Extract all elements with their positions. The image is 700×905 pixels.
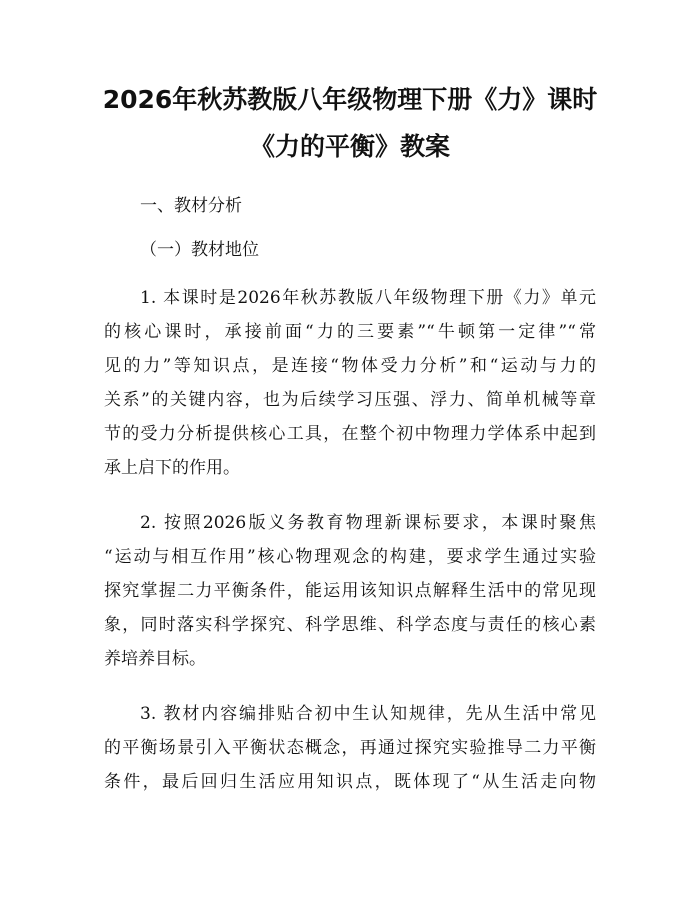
paragraph-3: [104, 697, 596, 799]
paragraph-line: 养培养目标。: [104, 649, 206, 669]
paragraph-line: 的核心课时，承接前面“力的三要素”“牛顿第一定律”“常: [104, 322, 596, 342]
paragraph-line: “运动与相互作用”核心物理观念的构建，要求学生通过实验: [104, 547, 596, 567]
paragraph-line: 承上启下的作用。: [104, 458, 240, 478]
paragraph-line: 象，同时落实科学探究、科学思维、科学态度与责任的核心素: [104, 615, 596, 635]
paragraph-line: 条件，最后回归生活应用知识点，既体现了“从生活走向物: [104, 772, 596, 792]
paragraph-line: 探究掌握二力平衡条件，能运用该知识点解释生活中的常见现: [104, 581, 596, 601]
document-title-line-1: 2026年秋苏教版八年级物理下册《力》课时: [102, 85, 598, 114]
paragraph-line: 1. 本课时是2026年秋苏教版八年级物理下册《力》单元: [140, 288, 596, 308]
paragraph-line: 见的力”等知识点，是连接“物体受力分析”和“运动与力的: [104, 356, 596, 376]
paragraph-line: 节的受力分析提供核心工具，在整个初中物理力学体系中起到: [104, 424, 596, 444]
paragraph-line: 3. 教材内容编排贴合初中生认知规律，先从生活中常见: [140, 704, 596, 724]
section-heading: 一、教材分析: [140, 196, 242, 216]
subsection-heading: （一）教材地位: [140, 240, 259, 260]
document-title-line-2: 《力的平衡》教案: [249, 132, 450, 161]
paragraph-line: 的平衡场景引入平衡状态概念，再通过探究实验推导二力平衡: [104, 738, 596, 758]
paragraph-line: 2. 按照2026版义务教育物理新课标要求，本课时聚焦: [140, 513, 596, 533]
paragraph-1: [104, 281, 596, 485]
paragraph-line: 关系”的关键内容，也为后续学习压强、浮力、简单机械等章: [104, 390, 596, 410]
paragraph-2: [104, 506, 596, 676]
